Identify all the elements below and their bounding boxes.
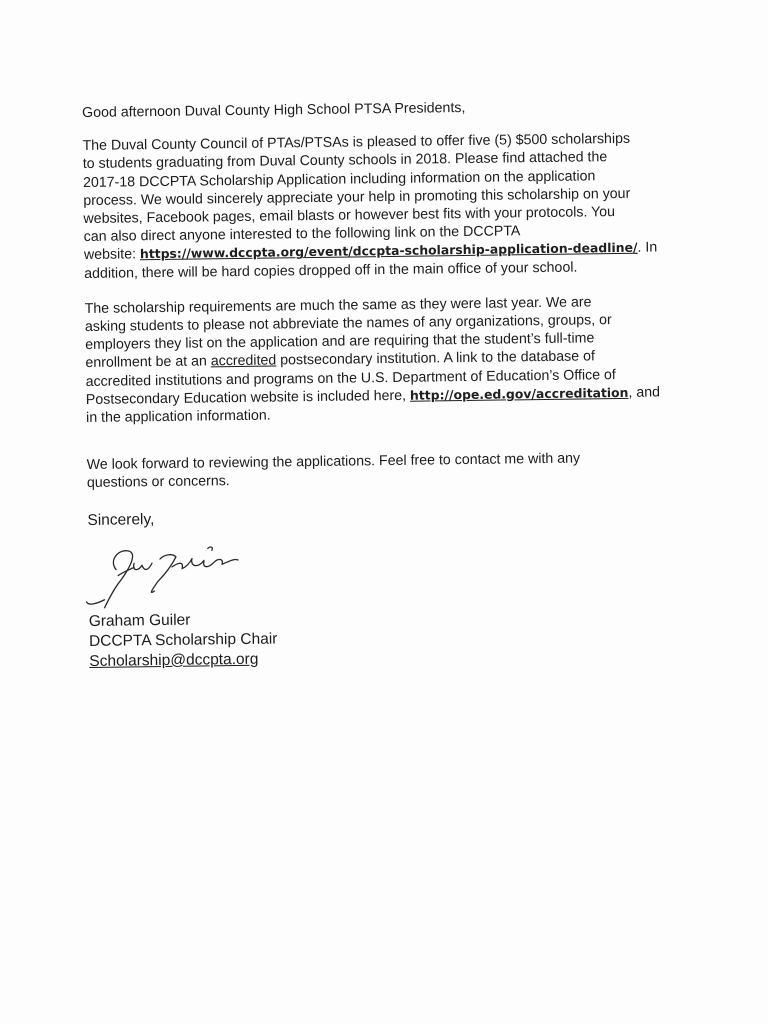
signer-name: Graham Guiler bbox=[88, 611, 191, 630]
paragraph-line: 2017-18 DCCPTA Scholarship Application including information on the application bbox=[82, 167, 596, 191]
text-span: postsecondary institution. A link to the database of bbox=[276, 348, 595, 369]
signer-email-link[interactable]: Scholarship@dccpta.org bbox=[89, 650, 259, 670]
paragraph-requirements bbox=[85, 292, 687, 427]
accreditation-link[interactable]: http://ope.ed.gov/accreditation bbox=[409, 384, 629, 403]
text-span: , and bbox=[628, 384, 661, 401]
paragraph-line: We look forward to reviewing the applications. Feel free to contact me with any bbox=[86, 450, 581, 474]
paragraph-scholarship-offer bbox=[82, 129, 684, 282]
closing: Sincerely, bbox=[87, 510, 155, 529]
paragraph-line: accredited institutions and programs on the U.S. Department of Education’s Office of bbox=[85, 366, 616, 390]
paragraph-line: employers they list on the application and are requiring that the student’s full-time bbox=[85, 330, 595, 354]
paragraph-line: process. We would sincerely appreciate your help in promoting this scholarship on your bbox=[83, 185, 631, 209]
paragraph-line: addition, there will be hard copies dropped off in the main office of your school. bbox=[84, 259, 578, 282]
text-span: Postsecondary Education website is included here, bbox=[85, 387, 411, 408]
letter-body bbox=[82, 96, 689, 672]
website-prefix: website: bbox=[83, 246, 141, 264]
paragraph-line: asking students to please not abbreviate the names of any organizations, groups, or bbox=[84, 312, 612, 336]
paragraph-line: can also direct anyone interested to the following link on the DCCPTA bbox=[83, 223, 521, 246]
after-link-text: . In bbox=[637, 239, 658, 257]
signer-title: DCCPTA Scholarship Chair bbox=[88, 630, 278, 650]
paragraph-line: The Duval County Council of PTAs/PTSAs is pleased to offer five (5) $500 scholarships bbox=[82, 131, 631, 155]
handwritten-signature bbox=[88, 527, 329, 612]
paragraph-line: in the application information. bbox=[86, 407, 271, 427]
scholarship-deadline-link[interactable]: https://www.dccpta.org/event/dccpta-scholarship-application-deadline/ bbox=[139, 240, 638, 262]
paragraph-contact bbox=[87, 448, 687, 492]
text-span: enrollment be at an bbox=[85, 353, 211, 372]
paragraph-line: The scholarship requirements are much the same as they were last year. We are bbox=[84, 294, 592, 317]
paragraph-line: questions or concerns. bbox=[86, 473, 230, 492]
paragraph-line: to students graduating from Duval County schools in 2018. Please find attached the bbox=[82, 149, 608, 173]
accredited-underlined: accredited bbox=[210, 352, 277, 370]
paragraph-line: websites, Facebook pages, email blasts or however best fits with your protocols. You bbox=[83, 204, 616, 228]
greeting: Good afternoon Duval County High School PTSA Presidents, bbox=[82, 99, 466, 121]
signature-block bbox=[89, 604, 690, 672]
